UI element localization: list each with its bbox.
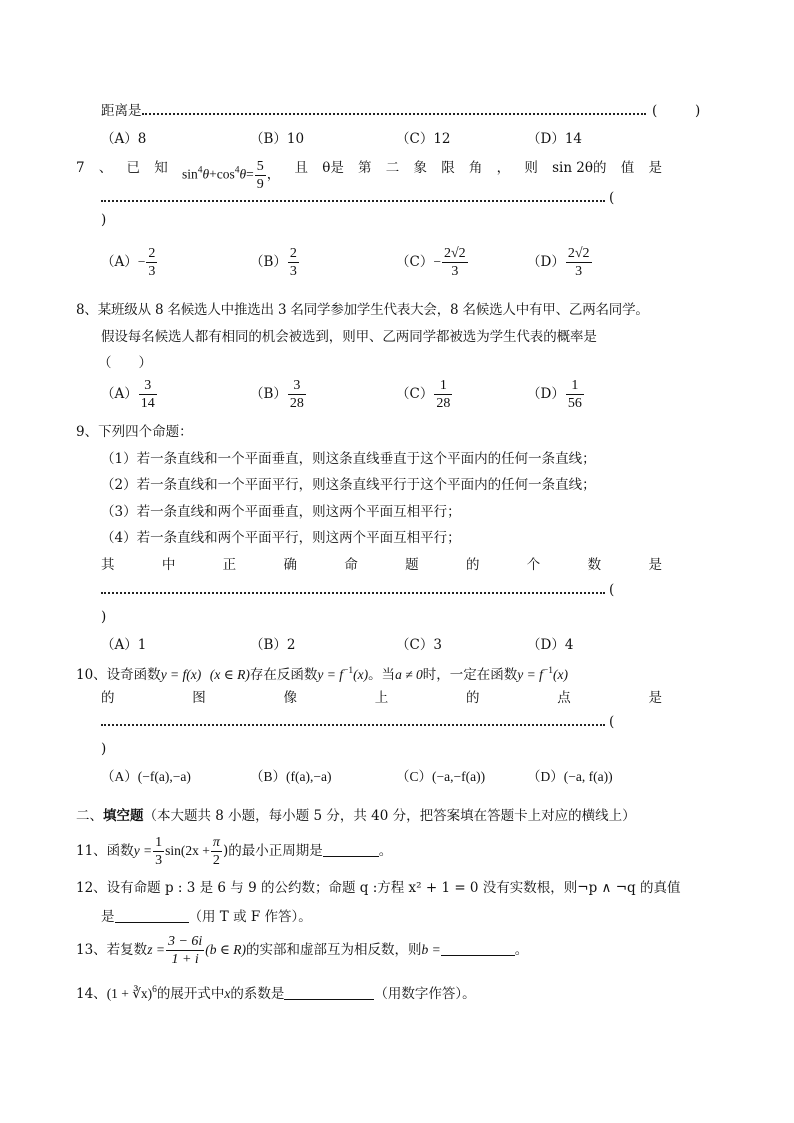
q7-option-a: （A）− $\frac{2}{3}$ [101,246,156,279]
q6-option-d: （D）14 [527,131,583,147]
q9-char: 的 [465,557,480,573]
q14-exponent: 6 [152,985,157,995]
q10-char: 的 [466,690,480,706]
q9-char: 其 [101,557,115,573]
q9-char: 是 [648,557,662,573]
q10-prefix: 10、设奇函数 [76,667,161,683]
q9-answer-paren-open: ( [609,582,615,598]
q7-fraction: $\frac{5}{9}$ [256,159,264,192]
q10-stem: 10、设奇函数y = f(x) (x ∈ R)存在反函数$y = f^{-1}(x)$。当a ≠ 0时，一定在函数$y = f^{-1}(x)$ [76,666,568,683]
q6-dot-leader [142,113,646,115]
q9-char: 正 [222,557,237,573]
q10-char: 图 [192,690,206,706]
q13-stem: 13、若复数z = $\frac{3 - 6i}{1 + i}$ (b ∈ R)的实部和虚部互为相反数，则b = 。 [76,934,529,967]
q8-option-d: （D） $\frac{1}{56}$ [527,378,582,411]
q9-item-1: （1）若一条直线和一个平面垂直，则这条直线垂直于这个平面内的任何一条直线； [101,451,596,467]
q14-answer-blank[interactable] [284,985,374,1000]
q7-number: 7 [76,160,85,176]
q9-char: 个 [526,557,541,573]
q8-option-a: （A） $\frac{3}{14}$ [101,378,155,411]
q12-line-2 [101,907,312,927]
q7-char: 第 [358,160,372,176]
q11-coefficient: $\frac{1}{3}$ [155,835,163,868]
q13-mid-text: 的实部和虚部互为相反数，则 [246,942,422,958]
q11-answer-blank[interactable] [323,842,379,857]
q10-stem-spread [101,688,662,708]
q10-char: 点 [557,690,571,706]
q7-sep: 、 [98,160,113,176]
q6-stem-tail: 距离是 [101,103,142,119]
q11-sin-expr: sin(2x + [165,843,210,858]
q10-option-a: （A）(−f(a),−a) [101,769,191,784]
q7-sin-text: sin [181,166,198,182]
q10-domain: (x ∈ R) [209,667,250,682]
q10-answer-paren-open: ( [609,714,615,730]
q14-mid-text-2: 的系数是 [230,986,285,1002]
q14-prefix: 14、 [76,986,107,1002]
q8-line-1: 8、某班级从 8 名候选人中推选出 3 名同学参加学生代表大会，8 名候选人中有甲、乙两名同学。 [76,302,649,318]
q10-option-b: （B）(f(a),−a) [250,769,332,784]
q9-item-3: （3）若一条直线和两个平面垂直，则这两个平面互相平行； [101,504,461,520]
q9-dot-leader [101,592,605,594]
q10-dot-leader [101,724,605,726]
q9-stem-spread [101,555,662,575]
q10-inverse-function: y = f [317,667,343,682]
q7-char: 象 [413,160,427,176]
q9-option-a: （A）1 [101,637,147,653]
q7-char: 则 [524,160,538,176]
q7-char: 二 [385,160,400,176]
q7-answer-paren-close: ) [101,212,107,228]
q10-char: 的 [101,690,115,706]
q7-expression: $\sin^4\theta+\cos^4\theta=$ $\frac{5}{9}$ ， [181,159,281,192]
q9-option-c: （C）3 [396,637,442,653]
q7-char: sin 2θ的 [552,160,607,176]
q7-char: 是 [648,160,662,176]
q10-condition: a ≠ 0 [395,667,423,682]
q6-answer-paren-open: ( [652,103,658,119]
q14-suffix: （用数字作答）。 [374,986,476,1002]
q14-mid-text: 的展开式中 [156,986,225,1002]
q7-char: 值 [620,160,635,176]
q14-expression: (1 + ∛x) [106,986,153,1001]
section-2-description: （本大题共 8 小题，每小题 5 分，共 40 分，把答案填在答题卡上对应的横线上） [143,808,636,824]
q9-char: 数 [587,557,602,573]
q13-complex-fraction: $\frac{3 - 6i}{1 + i}$ [167,934,203,967]
q6-option-b: （B）10 [250,131,305,147]
section-2-heading [76,806,636,826]
q12-line-2-suffix: （用 T 或 F 作答）。 [188,909,312,925]
q7-cos-text: +cos [209,166,235,182]
q7-stem [76,158,662,193]
q7-answer-paren-open: ( [609,190,615,206]
q14-stem [76,980,476,1004]
q13-prefix: 13、若复数 [76,942,148,958]
section-2-label: 二、 [76,808,103,824]
q9-title: 9、下列四个命题： [76,424,193,440]
q7-option-b: （B） $\frac{2}{3}$ [250,246,297,279]
q12-line-1: 12、设有命题 p : 3 是 6 与 9 的公约数；命题 q :方程 x² + 1 = 0 没有实数根，则¬p ∧ ¬q 的真值 [76,880,681,896]
q9-char: 中 [161,557,176,573]
q8-line-2: 假设每名候选人都有相同的机会被选到，则甲、乙两同学都被选为学生代表的概率是 [101,329,597,345]
section-2-title: 填空题 [103,808,144,824]
q8-option-b: （B） $\frac{3}{28}$ [250,378,304,411]
q9-option-d: （D）4 [527,637,574,653]
q6-option-c: （C）12 [396,131,451,147]
q10-answer-paren-close: ) [101,741,107,757]
q6-answer-paren-close: ) [695,103,701,119]
q13-z-equals: z = [147,942,165,957]
q10-option-c: （C）(−a,−f(a)) [396,769,486,784]
q9-char: 确 [283,557,297,573]
q9-item-2: （2）若一条直线和一个平面平行，则这条直线平行于这个平面内的任何一条直线； [101,477,596,493]
q7-theta: θ [239,166,247,182]
q7-option-c: （C）− $\frac{2√2}{3}$ [396,246,466,279]
q7-theta: θ [202,166,210,182]
q9-char: 命 [344,557,358,573]
q13-b-equals: b = [421,942,441,957]
q11-pi-fraction: $\frac{\pi}{2}$ [212,835,220,868]
q12-answer-blank[interactable] [115,908,189,923]
q7-char: 已 [126,160,141,176]
q11-y-equals: y = [133,843,153,858]
q13-condition: (b ∈ R) [205,942,247,957]
q11-prefix: 11、函数 [76,843,134,859]
q11-post-text: )的最小正周期是 [222,843,323,859]
q11-stem: 11、函数y = $\frac{1}{3}$ sin(2x + $\frac{\pi}{2}$ )的最小正周期是 。 [76,835,393,868]
q9-item-4: （4）若一条直线和两个平面平行，则这两个平面互相平行； [101,530,461,546]
q12-line-2-prefix: 是 [101,909,115,925]
q7-char: 限 [441,160,455,176]
q10-inverse-exponent: −1 [342,666,354,676]
q10-mid-text-2: 。当 [368,667,396,683]
q10-option-d: （D）(−a, f(a)) [527,769,613,784]
q14-variable-x: x [224,986,231,1001]
q10-mid-text-3: 时，一定在函数 [422,667,518,683]
q7-char: 知 [154,160,168,176]
q9-char: 题 [405,557,419,573]
q7-equals: = [246,166,254,182]
q8-answer-paren: （ ） [98,355,152,371]
q13-answer-blank[interactable] [441,941,515,956]
q7-char: 且 [294,160,308,176]
q7-dot-leader [101,200,605,202]
q6-option-a: （A）8 [101,131,147,147]
q10-function-f: y = f(x) [160,667,202,682]
q7-char: 角 [468,160,483,176]
q10-inverse-function-2: y = f [517,667,543,682]
q9-option-b: （B）2 [250,637,296,653]
q10-char: 是 [648,690,662,706]
q7-option-d: （D） $\frac{2√2}{3}$ [527,246,590,279]
q10-mid-text: 存在反函数 [249,667,318,683]
q7-char: ， [496,160,511,176]
q7-char: θ是 [322,160,344,176]
q8-option-c: （C） $\frac{1}{28}$ [396,378,451,411]
q10-char: 像 [283,690,297,706]
q10-char: 上 [374,690,389,706]
q9-answer-paren-close: ) [101,609,107,625]
